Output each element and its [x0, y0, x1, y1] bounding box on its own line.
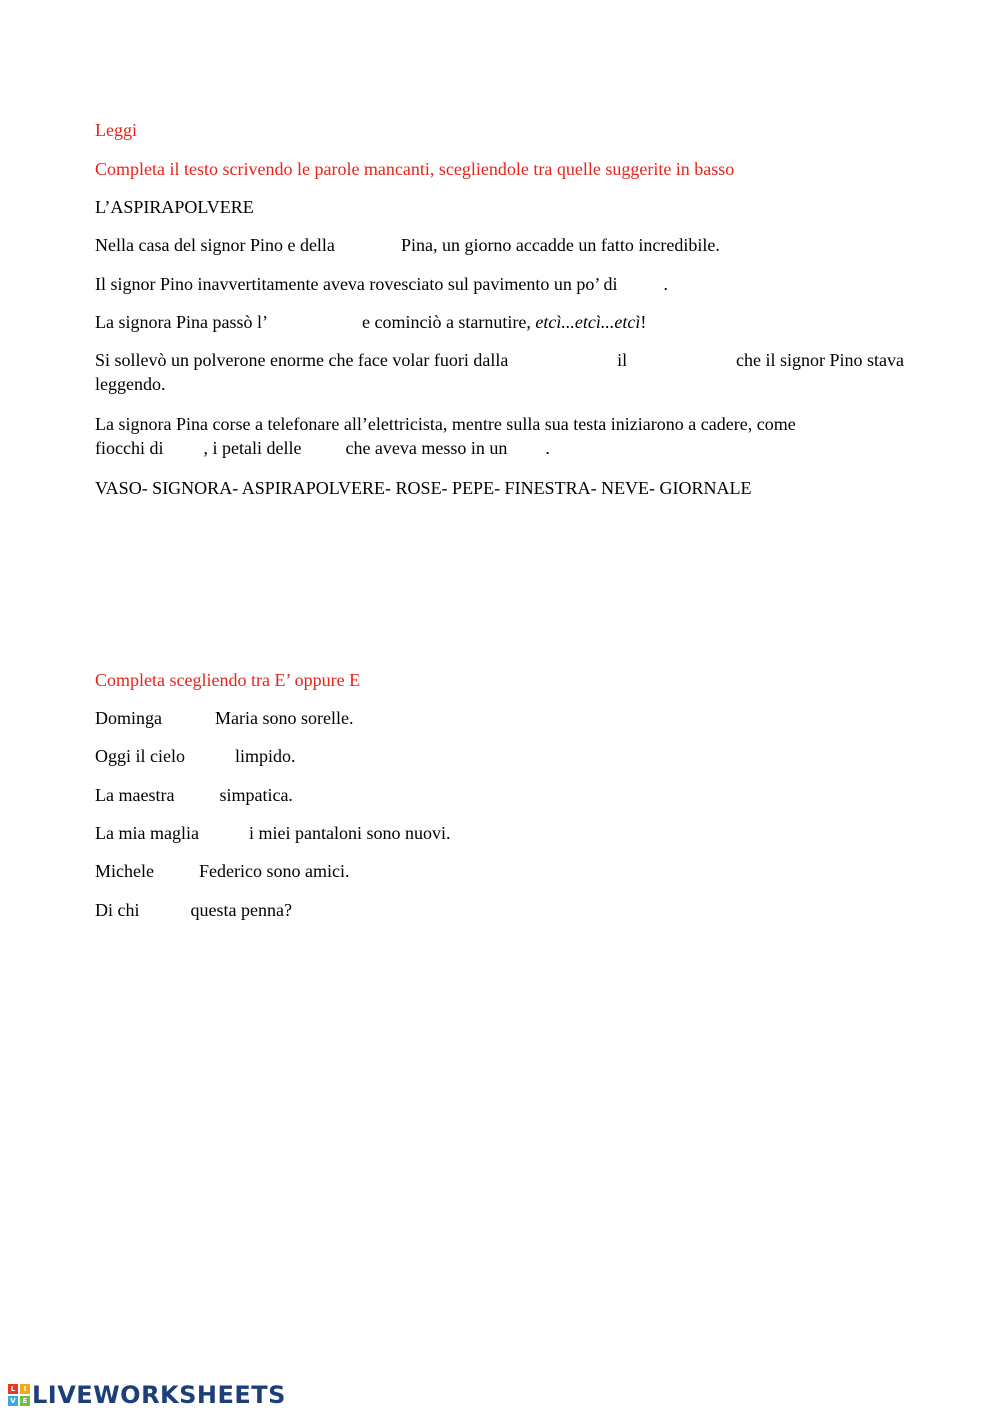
- logo-block-e: E: [20, 1396, 30, 1406]
- blank-8[interactable]: [507, 436, 545, 454]
- logo-block-l: L: [8, 1384, 18, 1394]
- blank-6[interactable]: [163, 436, 203, 454]
- blank-6-input[interactable]: [163, 438, 203, 460]
- logo-text: LIVEWORKSHEETS: [32, 1381, 286, 1409]
- blank-1[interactable]: [335, 233, 401, 251]
- story-sentence-5-line-2: fiocchi di , i petali delle che aveva messo in un .: [95, 438, 550, 458]
- story-title: L’ASPIRAPOLVERE: [95, 197, 254, 217]
- e-blank-4-input[interactable]: [199, 823, 249, 845]
- story-sentence-4-line-2: leggendo.: [95, 374, 166, 394]
- instruction-read: Leggi: [95, 120, 137, 140]
- exercise-item-4: La mia maglia i miei pantaloni sono nuovi.: [95, 823, 451, 843]
- e-blank-6[interactable]: [140, 898, 191, 916]
- blank-7-input[interactable]: [301, 438, 345, 460]
- exercise-item-2: Oggi il cielo limpido.: [95, 746, 296, 766]
- story-sentence-5-line-1: La signora Pina corse a telefonare all’elettricista, mentre sulla sua testa iniziarono a cadere, come: [95, 414, 796, 434]
- e-blank-5[interactable]: [154, 859, 199, 877]
- story-sentence-4-line-1: Si sollevò un polverone enorme che face volar fuori dalla il che il signor Pino stava: [95, 350, 904, 370]
- blank-5[interactable]: [651, 348, 713, 366]
- story-sentence-4: [95, 348, 904, 396]
- story-sentence-5: [95, 412, 904, 460]
- e-blank-6-input[interactable]: [140, 900, 191, 922]
- exercise-item-6: Di chi questa penna?: [95, 900, 292, 920]
- blank-7[interactable]: [301, 436, 345, 454]
- liveworksheets-logo: [8, 1381, 286, 1409]
- e-blank-2-input[interactable]: [185, 746, 235, 768]
- e-blank-1[interactable]: [162, 706, 215, 724]
- sneeze-text: etcì...etcì...etcì: [535, 312, 641, 332]
- story-sentence-1: Nella casa del signor Pino e della Pina, un giorno accadde un fatto incredibile.: [95, 235, 720, 255]
- blank-8-input[interactable]: [507, 438, 545, 460]
- instruction-complete-text: Completa il testo scrivendo le parole mancanti, scegliendole tra quelle suggerite in basso: [95, 159, 735, 179]
- exercise-item-3: La maestra simpatica.: [95, 785, 293, 805]
- blank-4-input[interactable]: [532, 350, 594, 372]
- logo-block-i: I: [20, 1384, 30, 1394]
- word-bank: VASO- SIGNORA- ASPIRAPOLVERE- ROSE- PEPE- FINESTRA- NEVE- GIORNALE: [95, 478, 752, 498]
- blank-1-input[interactable]: [335, 235, 401, 257]
- blank-4[interactable]: [532, 348, 594, 366]
- e-blank-3-input[interactable]: [174, 785, 219, 807]
- story-sentence-3: La signora Pina passò l’ e cominciò a starnutire, etcì...etcì...etcì!: [95, 312, 647, 332]
- blank-2[interactable]: [618, 272, 664, 290]
- blank-5-input[interactable]: [651, 350, 713, 372]
- exercise-item-1: Dominga Maria sono sorelle.: [95, 708, 354, 728]
- e-blank-3[interactable]: [174, 783, 219, 801]
- logo-block-v: V: [8, 1396, 18, 1406]
- story-sentence-2: Il signor Pino inavvertitamente aveva rovesciato sul pavimento un po’ di .: [95, 274, 669, 294]
- e-blank-2[interactable]: [185, 744, 235, 762]
- exercise-item-5: Michele Federico sono amici.: [95, 861, 350, 881]
- blank-2-input[interactable]: [618, 274, 664, 296]
- e-blank-1-input[interactable]: [162, 708, 215, 730]
- instruction-choose-e: Completa scegliendo tra E’ oppure E: [95, 670, 361, 690]
- logo-blocks-icon: [8, 1384, 30, 1406]
- e-blank-4[interactable]: [199, 821, 249, 839]
- blank-3[interactable]: [268, 310, 362, 328]
- blank-3-input[interactable]: [268, 312, 362, 334]
- e-blank-5-input[interactable]: [154, 861, 199, 883]
